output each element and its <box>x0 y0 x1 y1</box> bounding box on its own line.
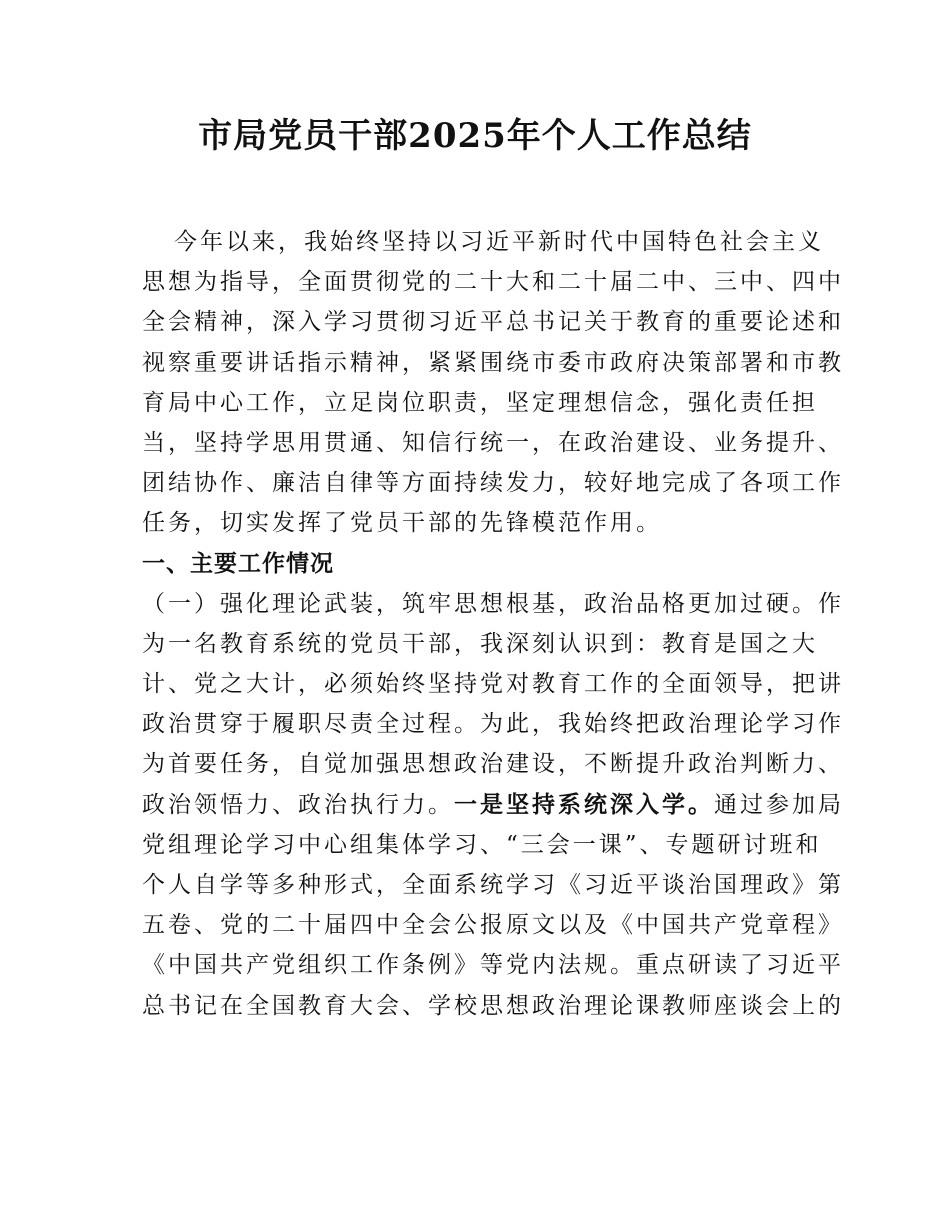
text-run: 通过参加局 <box>714 791 844 818</box>
text-run: 政治领悟力、政治执行力。 <box>142 791 454 818</box>
paragraph-line: 视察重要讲话指示精神，紧紧围绕市委市政府决策部署和市教 <box>142 349 844 376</box>
paragraph-line: 为一名教育系统的党员干部，我深刻认识到：教育是国之大 <box>142 630 818 657</box>
paragraph-line: 全会精神，深入学习贯彻习近平总书记关于教育的重要论述和 <box>142 309 844 336</box>
paragraph-line: 育局中心工作，立足岗位职责，坚定理想信念，强化责任担 <box>142 389 818 416</box>
paragraph-line <box>142 785 844 825</box>
document-title: 市局党员干部2025年个人工作总结 <box>198 116 752 156</box>
paragraph-line: 为首要任务，自觉加强思想政治建设，不断提升政治判断力、 <box>142 751 844 778</box>
paragraph-line: 思想为指导，全面贯彻党的二十大和二十届二中、三中、四中 <box>142 269 844 296</box>
paragraph-line: 团结协作、廉洁自律等方面持续发力，较好地完成了各项工作 <box>142 470 844 497</box>
paragraph-line: 当，坚持学思用贯通、知信行统一，在政治建设、业务提升、 <box>142 429 844 456</box>
paragraph-line: 任务，切实发挥了党员干部的先锋模范作用。 <box>142 510 662 537</box>
paragraph-line: 五卷、党的二十届四中全会公报原文以及《中国共产党章程》 <box>142 912 844 939</box>
paragraph-line: 政治贯穿于履职尽责全过程。为此，我始终把政治理论学习作 <box>142 711 844 738</box>
paragraph-line: 计、党之大计，必须始终坚持党对教育工作的全面领导，把讲 <box>142 671 844 698</box>
paragraph-line: 个人自学等多种形式，全面系统学习《习近平谈治国理政》第 <box>142 872 844 898</box>
paragraph-line: （一）强化理论武装，筑牢思想根基，政治品格更加过硬。作 <box>142 590 844 617</box>
paragraph-line: 总书记在全国教育大会、学校思想政治理论课教师座谈会上的 <box>142 992 844 1019</box>
paragraph-line: 党组理论学习中心组集体学习、“三会一课”、专题研讨班和 <box>142 831 822 858</box>
document-body <box>142 222 844 1026</box>
bold-emphasis: 一是坚持系统深入学。 <box>454 790 714 818</box>
section-heading: 一、主要工作情况 <box>142 550 334 577</box>
paragraph-line: 今年以来，我始终坚持以习近平新时代中国特色社会主义 <box>174 229 824 255</box>
paragraph-line: 《中国共产党组织工作条例》等党内法规。重点研读了习近平 <box>142 952 844 979</box>
